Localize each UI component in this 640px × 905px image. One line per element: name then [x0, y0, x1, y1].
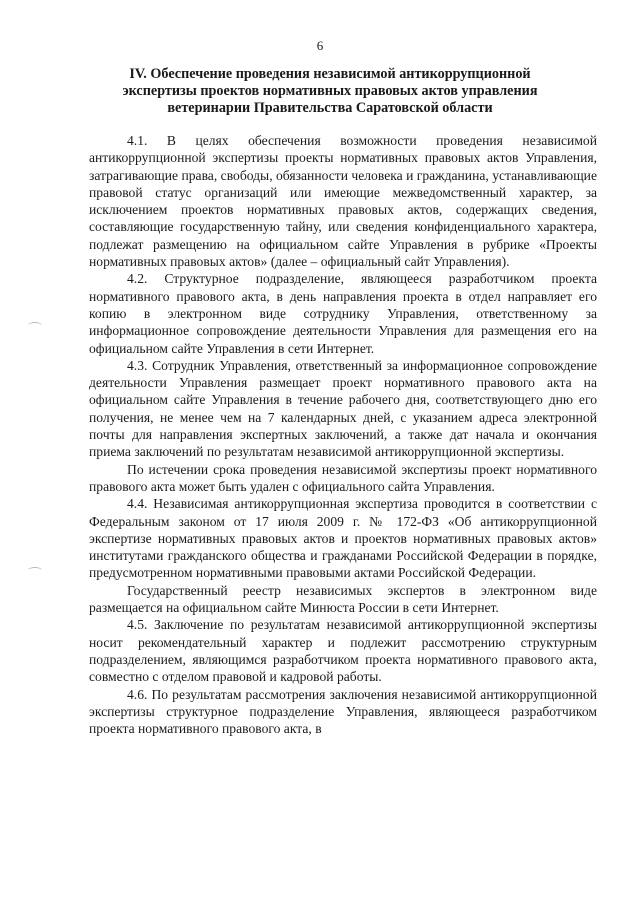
- paragraph-4-5: 4.5. Заключение по результатам независимой антикоррупционной экспертизы носит рекомендательный характер и подлежит рассмотрению структурным подразделением, являющимся разработчиком проекта нормативного правового акта, совместно с отделом правовой и кадровой работы.: [89, 617, 597, 685]
- page-number: 6: [316, 38, 324, 53]
- paragraph-4-6: 4.6. По результатам рассмотрения заключения независимой антикоррупционной экспертизы структурное подразделение Управления, являющееся разработчиком проекта нормативного правового акта, в: [89, 686, 597, 737]
- binder-hole-mark: [28, 567, 42, 574]
- binder-hole-mark: [28, 322, 42, 329]
- paragraph-expiry: По истечении срока проведения независимой экспертизы проект нормативного правового акта может быть удален с официального сайта Управления.: [89, 461, 597, 494]
- paragraph-4-4: 4.4. Независимая антикоррупционная экспертиза проводится в соответствии с Федеральным законом от 17 июля 2009 г. № 172-ФЗ «Об антикоррупционной экспертизе нормативных правовых актов и проектов нормативных правовых актов» институтами гражданского общества и гражданами Российской Федерации в порядке, предусмотренном нормативными правовыми актами Российской Федерации.: [89, 496, 597, 581]
- paragraph-4-2: 4.2. Структурное подразделение, являющееся разработчиком проекта нормативного правового акта, в день направления проекта в отдел направляет его копию в электронном виде сотруднику Управления, ответственному за информационное сопровождение деятельности Управления для размещения его на официальном сайте Управления в сети Интернет.: [89, 271, 597, 356]
- paragraph-4-3: 4.3. Сотрудник Управления, ответственный за информационное сопровождение деятельности Управления размещает проект нормативного правового акта на официальном сайте Управления в течение рабочего дня, соответствующего дню его получения, не менее чем на 7 календарных дней, с указанием адреса электронной почты для направления экспертных заключений, а также дат начала и окончания приема заключений по результатам независимой антикоррупционной экспертизы.: [89, 357, 597, 460]
- paragraph-registry: Государственный реестр независимых экспертов в электронном виде размещается на официальном сайте Минюста России в сети Интернет.: [89, 582, 597, 616]
- body-text: [89, 132, 597, 737]
- paragraph-4-1: 4.1. В целях обеспечения возможности проведения независимой антикоррупционной экспертизы проекты нормативных правовых актов Управления, затрагивающие права, свободы, обязанности человека и гражданина, устанавливающие правовой статус организаций или имеющие межведомственный характер, за исключением проектов нормативных правовых актов, содержащих сведения, составляющие государственную тайну, или сведения конфиденциального характера, подлежат размещению на официальном сайте Управления в рубрике «Проекты нормативных правовых актов» (далее – официальный сайт Управления).: [89, 133, 597, 270]
- section-heading: IV. Обеспечение проведения независимой антикоррупционной экспертизы проектов нормативных правовых актов управления ветеринарии Правительства Саратовской области: [122, 66, 538, 116]
